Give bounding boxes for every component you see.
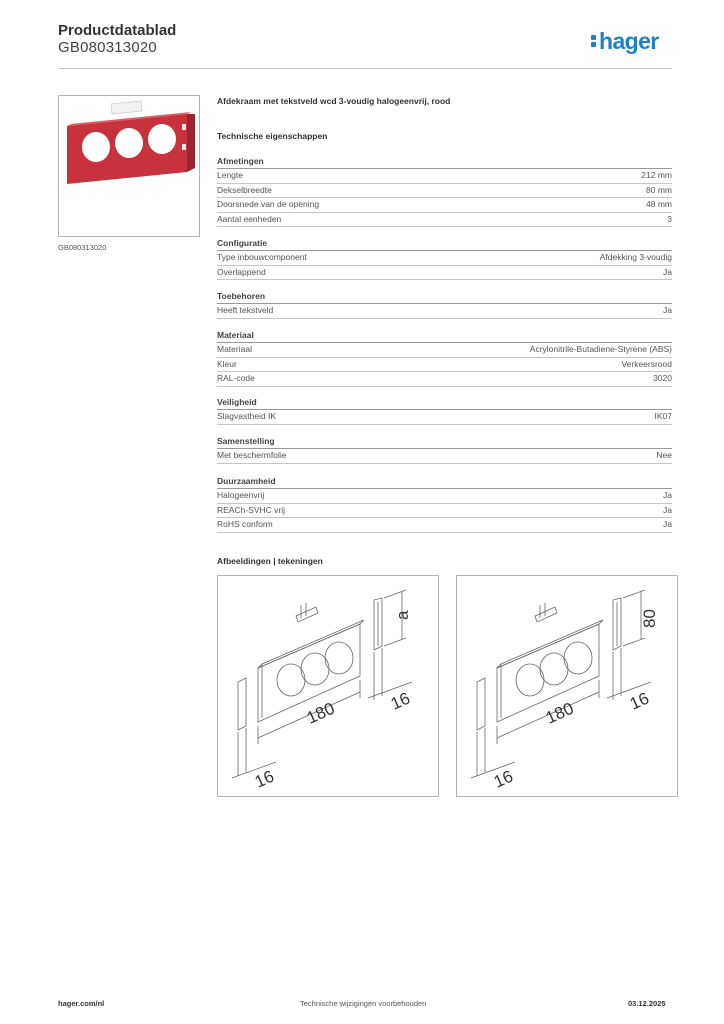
dimension-drawing: [218, 576, 438, 796]
product-image: [58, 95, 200, 237]
spec-row: [217, 449, 672, 464]
spec-row: [217, 518, 672, 533]
spec-label: Kleur: [217, 358, 237, 369]
spec-row: [217, 213, 672, 228]
spec-label: Met beschermfolie: [217, 450, 287, 460]
technical-drawing-right: [456, 575, 678, 797]
spec-row: [217, 372, 672, 387]
spec-row: [217, 198, 672, 213]
section-heading: Materiaal: [217, 330, 672, 343]
spec-row: [217, 358, 672, 373]
footer-website-link[interactable]: hager.com/nl: [58, 999, 105, 1008]
cover-frame-illustration: [59, 96, 200, 237]
spec-value: Ja: [663, 305, 672, 315]
dimension-drawing: [457, 576, 677, 796]
spec-value: 212 mm: [641, 170, 672, 180]
dim-depth-label: 16: [626, 688, 652, 714]
spec-label: Aantal eenheden: [217, 213, 282, 224]
section-configuratie: [217, 238, 672, 280]
spec-value: 3020: [653, 373, 672, 383]
spec-label: RAL-code: [217, 373, 255, 383]
dim-height-label: 80: [640, 609, 659, 628]
spec-row: [217, 184, 672, 199]
spec-row: [217, 251, 672, 266]
spec-row: [217, 169, 672, 184]
section-materiaal: [217, 330, 672, 387]
spec-row: [217, 410, 672, 425]
spec-value: Afdekking 3-voudig: [599, 252, 672, 262]
spec-label: Type inbouwcomponent: [217, 252, 307, 262]
dim-length-label: 180: [303, 698, 338, 728]
section-heading: Toebehoren: [217, 291, 672, 304]
spec-label: Heeft tekstveld: [217, 305, 274, 315]
spec-label: Slagvastheid IK: [217, 411, 277, 421]
section-samenstelling: [217, 436, 672, 464]
dim-depth-label: 16: [490, 766, 516, 792]
section-veiligheid: [217, 397, 672, 425]
section-heading: Veiligheid: [217, 397, 672, 410]
footer-disclaimer: Technische wijzigingen voorbehouden: [300, 999, 427, 1008]
section-heading: Afmetingen: [217, 156, 672, 169]
hager-logo[interactable]: [591, 28, 659, 55]
spec-row: [217, 266, 672, 281]
spec-row: [217, 304, 672, 319]
spec-label: Doorsnede van de opening: [217, 199, 320, 209]
logo-dots-icon: [591, 32, 597, 48]
section-duurzaamheid: [217, 476, 672, 533]
spec-label: Dekselbreedte: [217, 184, 272, 195]
product-title: Afdekraam met tekstveld wcd 3-voudig halogeenvrij, rood: [217, 96, 451, 106]
spec-label: Lengte: [217, 170, 243, 180]
spec-value: IK07: [654, 411, 672, 421]
spec-value: Verkeersrood: [621, 358, 672, 369]
header-divider: [58, 68, 672, 69]
spec-row: [217, 343, 672, 358]
spec-value: 80 mm: [646, 184, 672, 195]
spec-row: [217, 504, 672, 519]
dim-height-label: a: [393, 610, 412, 620]
spec-row: [217, 489, 672, 504]
section-heading: Samenstelling: [217, 436, 672, 449]
tech-properties-title: Technische eigenschappen: [217, 131, 328, 141]
section-heading: Configuratie: [217, 238, 672, 251]
product-code: GB080313020: [58, 39, 157, 56]
spec-value: Ja: [663, 519, 672, 529]
dim-depth-label: 16: [251, 766, 277, 792]
spec-value: Ja: [663, 490, 672, 500]
section-afmetingen: [217, 156, 672, 227]
section-toebehoren: [217, 291, 672, 319]
spec-label: RoHS conform: [217, 519, 273, 529]
section-heading: Duurzaamheid: [217, 476, 672, 489]
spec-value: 48 mm: [646, 199, 672, 209]
spec-value: Nee: [656, 450, 672, 460]
dim-length-label: 180: [542, 698, 577, 728]
spec-label: REACh-SVHC vrij: [217, 504, 286, 515]
spec-label: Overlappend: [217, 266, 266, 277]
drawings-title: Afbeeldingen | tekeningen: [217, 556, 323, 566]
dim-depth-label: 16: [387, 688, 413, 714]
spec-value: Ja: [663, 266, 672, 277]
spec-value: Ja: [663, 504, 672, 515]
spec-label: Halogeenvrij: [217, 490, 265, 500]
footer-date: 03.12.2025: [628, 999, 666, 1008]
page-title: Productdatablad: [58, 22, 177, 39]
spec-label: Materiaal: [217, 344, 252, 354]
spec-value: Acrylonitrile-Butadiene-Styrene (ABS): [529, 344, 672, 354]
image-caption: GB080313020: [58, 243, 107, 252]
logo-text: hager: [599, 28, 659, 54]
spec-value: 3: [667, 213, 672, 224]
technical-drawing-left: [217, 575, 439, 797]
